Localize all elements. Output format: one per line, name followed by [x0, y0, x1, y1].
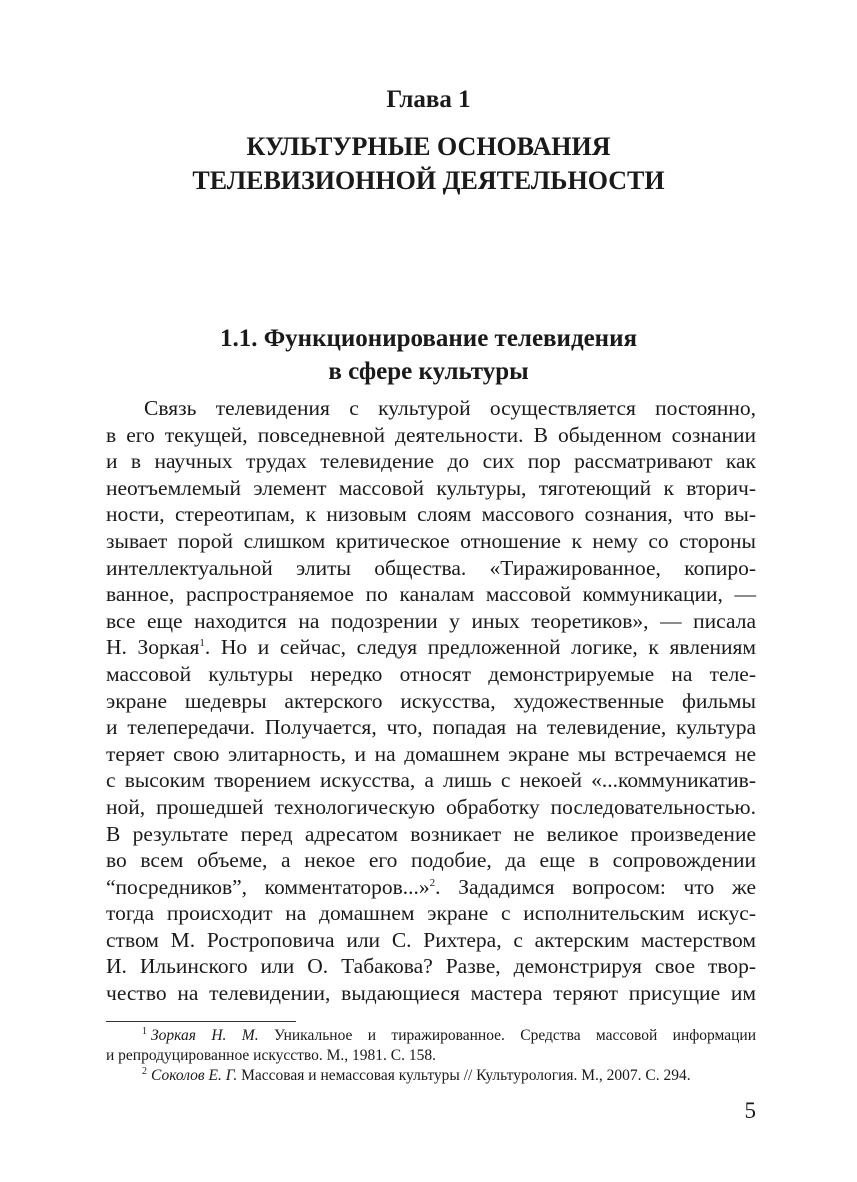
- chapter-title-line: ТЕЛЕВИЗИОННОЙ ДЕЯТЕЛЬНОСТИ: [192, 166, 665, 195]
- page-number: 5: [744, 1098, 756, 1123]
- text-fragment: . Зададимся вопросом: что же: [435, 874, 757, 899]
- text-line: [106, 874, 756, 901]
- footnote-author: Зоркая Н. М.: [151, 1027, 259, 1044]
- text-line: и в научных трудах телевидение до сих пор рассматривают как: [106, 449, 756, 474]
- text-fragment: . Но и сейчас, следуя предложенной логике, к явлениям: [204, 635, 756, 660]
- chapter-title: [0, 130, 857, 198]
- footnote-text: Уникальное и тиражированное. Средства массовой информации: [273, 1027, 757, 1044]
- text-line: ности, стереотипам, к низовым слоям массового сознания, что вы-: [106, 502, 756, 527]
- text-line: с высоким творением искусства, а лишь с некоей «...коммуникатив-: [106, 768, 756, 793]
- text-line: тогда происходит на домашнем экране с исполнительским искус-: [106, 901, 756, 926]
- text-line: И. Ильинского или О. Табакова? Разве, демонстрируя свое твор-: [106, 954, 756, 979]
- text-line: и телепередачи. Получается, что, попадая на телевидение, культура: [106, 715, 756, 740]
- section-title-line: в сфере культуры: [328, 358, 529, 385]
- footnotes: [106, 1026, 756, 1086]
- text-fragment: Н. Зоркая: [106, 635, 200, 660]
- footnote-number: 2: [142, 1065, 147, 1077]
- footnote-2: [106, 1066, 756, 1086]
- text-line: ством М. Ростроповича или С. Рихтера, с актерским мастерством: [106, 927, 756, 952]
- text-line: В результате перед адресатом возникает не великое произведение: [106, 821, 756, 846]
- text-line: неотъемлемый элемент массовой культуры, тяготеющий к вторич-: [106, 475, 756, 500]
- body-paragraph: [106, 395, 756, 1007]
- text-line: [106, 634, 756, 661]
- footnote-text: Массовая и немассовая культуры // Культурология. М., 2007. С. 294.: [241, 1067, 691, 1084]
- text-line: Связь телевидения с культурой осуществляется постоянно,: [144, 396, 756, 420]
- section-title-line: 1.1. Функционирование телевидения: [219, 325, 638, 352]
- chapter-title-line: КУЛЬТУРНЫЕ ОСНОВАНИЯ: [246, 132, 611, 161]
- footnote-1-continued: и репродуцированное искусство. М., 1981. С. 158.: [106, 1047, 437, 1064]
- text-line: все еще находится на подозрении у иных теоретиков», — писала: [106, 608, 756, 633]
- text-line: интеллектуальной элиты общества. «Тиражированное, копиро-: [106, 555, 756, 580]
- text-line: зывает порой слишком критическое отношение к нему со стороны: [106, 528, 756, 553]
- section-title: [0, 322, 857, 388]
- text-line: экране шедевры актерского искусства, художественные фильмы: [106, 688, 756, 713]
- text-line: чество на телевидении, выдающиеся мастера теряют присущие им: [106, 981, 756, 1006]
- text-line: теряет свою элитарность, и на домашнем экране мы встречаемся не: [106, 741, 756, 766]
- footnote-ref-1: 1: [199, 637, 205, 650]
- footnote-1: [106, 1026, 756, 1046]
- text-fragment: “посредников”, комментаторов...»: [106, 874, 430, 899]
- footnote-ref-2: 2: [429, 876, 436, 889]
- text-line: во всем объеме, а некое его подобие, да еще в сопровождении: [106, 848, 756, 873]
- text-line: в его текущей, повседневной деятельности. В обыденном сознании: [106, 422, 756, 447]
- footnote-number: 1: [142, 1025, 147, 1037]
- footnote-divider: [106, 1021, 296, 1022]
- text-line: ной, прошедшей технологическую обработку последовательностью.: [106, 794, 756, 819]
- text-line: ванное, распространяемое по каналам массовой коммуникации, —: [106, 582, 756, 607]
- text-line: массовой культуры нередко относят демонстрируемые на теле-: [106, 661, 756, 686]
- footnote-author: Соколов Е. Г.: [151, 1067, 238, 1084]
- chapter-label: Глава 1: [386, 86, 471, 113]
